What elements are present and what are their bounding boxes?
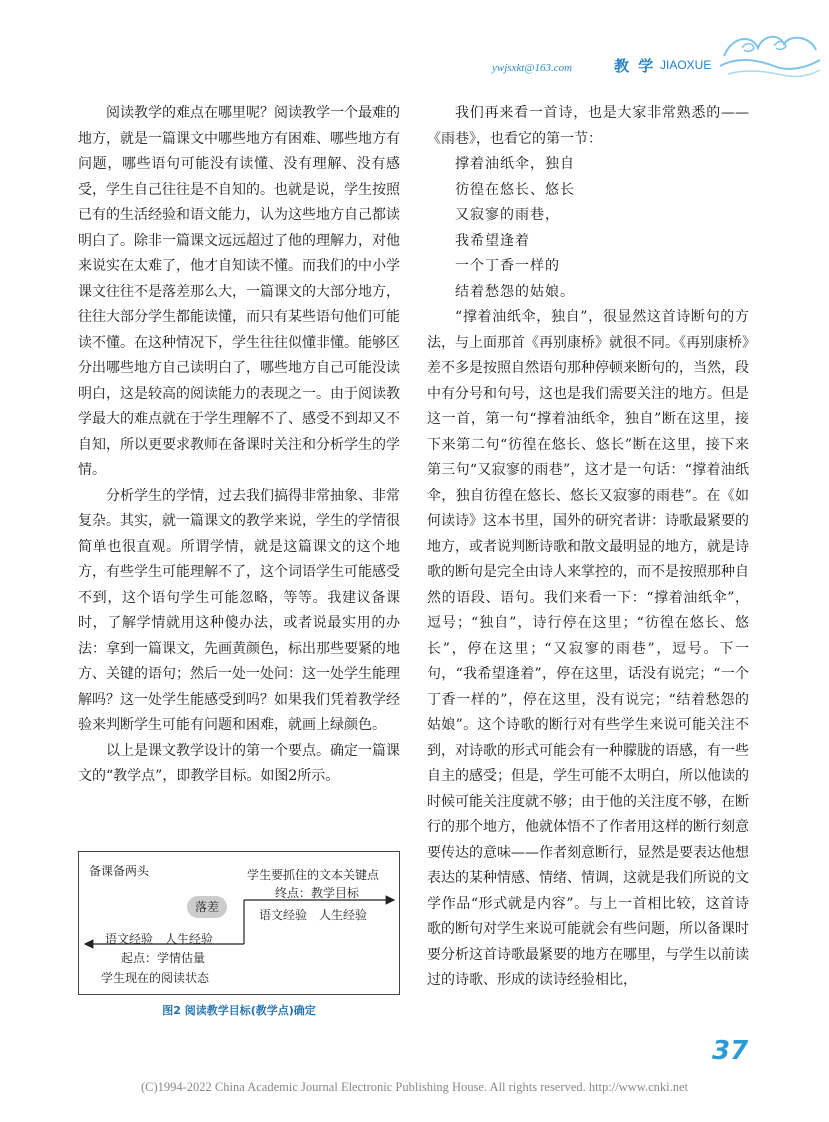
left-column [78, 101, 400, 790]
paragraph: 分析学生的学情，过去我们搞得非常抽象、非常复杂。其实，就一篇课文的教学来说，学生的学情很简单也很直观。所谓学情，就是这篇课文的这个地方，有些学生可能理解不了，这个词语学生可能感受不到，这个语句学生可能忽略，等等。我建议备课时，了解学情就用这种傻办法，或者说最实用的办法：拿到一篇课文，先画黄颜色，标出那些要紧的地方、关键的语句；然后一处一处问：这一处学生能理解吗？这一处学生能感受到吗？如果我们凭着教学经验来判断学生可能有问题和困难，就画上绿颜色。 [78, 487, 400, 733]
poem-line: 又寂寥的雨巷， [455, 207, 560, 223]
header-section: 教 学 [614, 57, 656, 75]
header-email[interactable]: ywjsxkt@163.com [492, 62, 573, 74]
page-number: 37 [712, 1036, 749, 1066]
diagram-label-keypoint: 学生要抓住的文本关键点 [247, 868, 380, 882]
paragraph: 以上是课文教学设计的第一个要点。确定一篇课文的“教学点”，即教学目标。如图2所示。 [78, 742, 400, 784]
figure-2-diagram [78, 851, 400, 995]
figure-caption: 图2 阅读教学目标(教学点)确定 [162, 1004, 316, 1017]
diagram-drop-badge: 落差 [187, 896, 227, 918]
wave-logo-icon [718, 26, 822, 86]
diagram-label-lower-exp: 语文经验 人生经验 [105, 932, 214, 946]
poem-line: 彷徨在悠长、悠长 [455, 181, 575, 198]
copyright-footer: (C)1994-2022 China Academic Journal Electronic Publishing House. All rights reserved. http://www.cnki.net [140, 1080, 688, 1094]
diagram-label-state: 学生现在的阅读状态 [101, 971, 210, 985]
diagram-label-start: 起点：学情估量 [121, 951, 206, 965]
diagram-label-topleft: 备课备两头 [89, 864, 150, 878]
paragraph: 阅读教学的难点在哪里呢？阅读教学一个最难的地方，就是一篇课文中哪些地方有困难、哪些地方有问题，哪些语句可能没有读懂、没有理解、没有感受，学生自己往往是不自知的。也就是说，学生按照已有的生活经验和语文能力，认为这些地方自己都读明白了。除非一篇课文远远超过了他的理解力，对他来说实在太难了，他才自知读不懂。而我们的中小学课文往往不是落差那么大，一篇课文的大部分地方，往往大部分学生都能读懂，而只有某些语句他们可能读不懂。在这种情况下，学生往往似懂非懂。能够区分出哪些地方自己读明白了，哪些地方自己可能没读明白，这是较高的阅读能力的表现之一。由于阅读教学最大的难点就在于学生理解不了、感受不到却又不自知，所以更要求教师在备课时关注和分析学生的学情。 [78, 105, 400, 478]
diagram-label-upper-exp: 语文经验 人生经验 [259, 908, 368, 922]
paragraph: 我们再来看一首诗，也是大家非常熟悉的——《雨巷》，也看它的第一节： [427, 105, 749, 147]
poem-line: 一个丁香一样的 [455, 258, 560, 274]
poem-line: 结着愁怨的姑娘。 [455, 283, 575, 300]
poem-line: 我希望逢着 [455, 232, 530, 249]
poem-line: 撑着油纸伞，独自 [455, 156, 575, 172]
paragraph: “撑着油纸伞，独自”，很显然这首诗断句的方法，与上面那首《再别康桥》就很不同。《再别康桥》差不多是按照自然语句那种停顿来断句的，当然，段中有分号和句号，这也是我们需要关注的地方。但是这一首，第一句“撑着油纸伞，独自”断在这里，接下来第二句“彷徨在悠长、悠长”断在这里，接下来第三句“又寂寥的雨巷”，这才是一句话：“撑着油纸伞，独自彷徨在悠长、悠长又寂寥的雨巷”。在《如何读诗》这本书里，国外的研究者讲：诗歌最紧要的地方，或者说判断诗歌和散文最明显的地方，就是诗歌的断句是完全由诗人来掌控的，而不是按照那种自然的语段、语句。我们来看一下：“撑着油纸伞”，逗号；“独自”，诗行停在这里；“彷徨在悠长、悠长”，停在这里；“又寂寥的雨巷”，逗号。下一句，“我希望逢着”，停在这里，话没有说完；“一个丁香一样的”，停在这里，没有说完；“结着愁怨的姑娘”。这个诗歌的断行对有些学生来说可能关注不到，对诗歌的形式可能会有一种朦胧的语感，有一些自主的感受；但是，学生可能不太明白，所以他读的时候可能关注度就不够；由于他的关注度不够，在断行的那个地方，他就体悟不了作者用这样的断行刻意要传达的意味——作者刻意断行，显然是要表达他想表达的某种情感、情绪、情调，这就是我们所说的文学作品“形式就是内容”。与上一首相比较，这首诗歌的断句对学生来说可能就会有些问题，所以备课时要分析这首诗歌最紧要的地方在哪里，与学生以前读过的诗歌、形成的读诗经验相比， [427, 309, 749, 988]
header-section-en: JIAOXUE [660, 58, 712, 72]
right-column [427, 101, 749, 994]
diagram-label-end: 终点：教学目标 [275, 886, 360, 900]
